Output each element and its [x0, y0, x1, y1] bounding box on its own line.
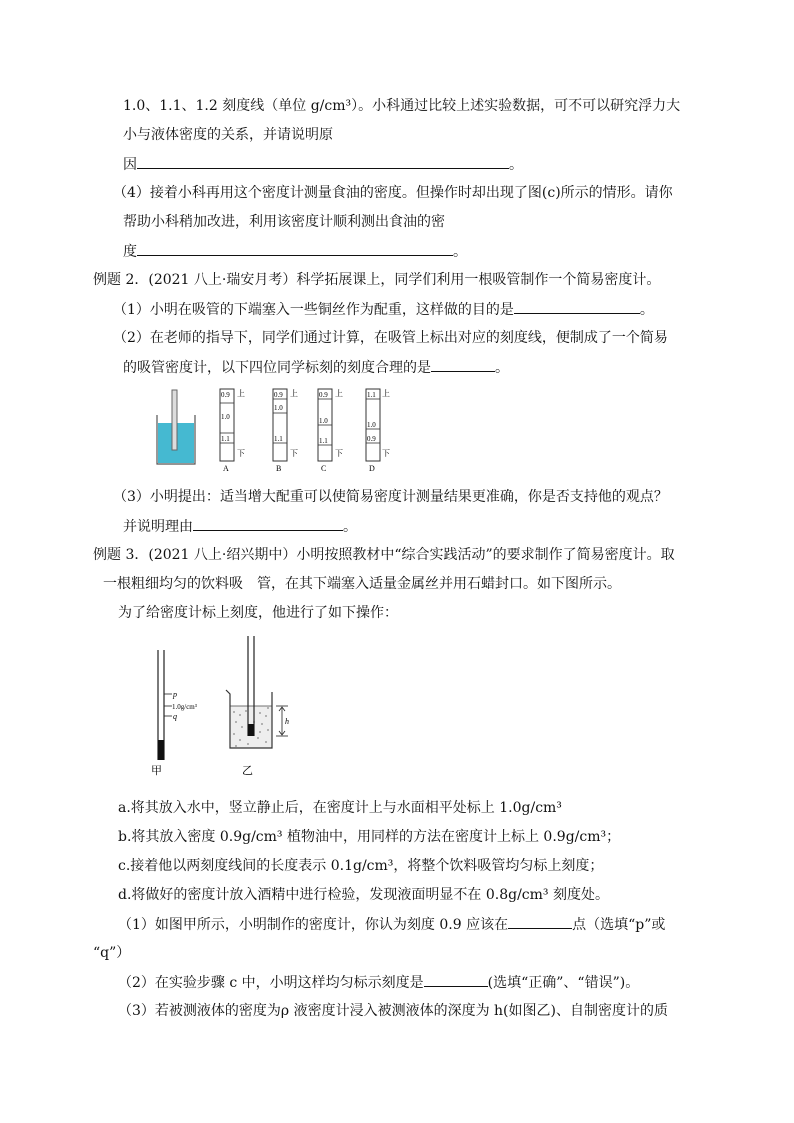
- ex2-part3-text: 并说明理由: [123, 519, 193, 535]
- ex3-step-d: d.将做好的密度计放入酒精中进行检验，发现液面明显不在 0.8g/cm³ 刻度处。: [118, 887, 609, 903]
- option-b-down: 下: [290, 449, 298, 458]
- answer-blank[interactable]: [137, 241, 453, 256]
- answer-blank[interactable]: [137, 154, 509, 169]
- q1-cont-line3-prefix: 因: [123, 157, 137, 173]
- ex3-step-b: b.将其放入密度 0.9g/cm³ 植物油中，用同样的方法在密度计上标上 0.9g/cm³；: [118, 829, 621, 845]
- option-c-down: 下: [335, 449, 343, 458]
- option-a-up: 上: [237, 389, 245, 398]
- ex2-part2-line1: （2）在老师的指导下，同学们通过计算，在吸管上标出对应的刻度线，便制成了一个简易: [113, 330, 668, 346]
- ex3-part1-line2: “q”）: [93, 945, 131, 961]
- straw-option-c: [318, 388, 343, 473]
- figure-yi-h: h: [285, 717, 289, 726]
- ex3-part2: [118, 972, 639, 993]
- ex3-part1-suffix: 点（选填“p”或: [572, 917, 666, 933]
- ex3-part1-line1: [118, 914, 665, 935]
- q1-part4-line1: （4）接着小科再用这个密度计测量食油的密度。但操作时却出现了图(c)所示的情形。请你: [113, 185, 673, 201]
- option-b-label: B: [276, 464, 282, 473]
- straw-option-b: [273, 388, 298, 473]
- option-d-tick-2: 1.0: [367, 421, 376, 429]
- option-a-tick-2: 1.0: [221, 413, 230, 421]
- ex2-part2-text: 的吸管密度计，以下四位同学标刻的刻度合理的是: [123, 360, 431, 376]
- figure-yi-label: 乙: [242, 765, 253, 777]
- ex2-part2-line2: [123, 357, 509, 378]
- ex2-part1-text: （1）小明在吸管的下端塞入一些铜丝作为配重，这样做的目的是: [113, 302, 514, 318]
- answer-blank[interactable]: [514, 299, 640, 314]
- answer-blank[interactable]: [431, 357, 495, 372]
- q1-part4-line3-prefix: 度: [123, 244, 137, 260]
- option-d-up: 上: [382, 389, 390, 398]
- answer-blank[interactable]: [424, 972, 488, 987]
- option-d-down: 下: [382, 449, 390, 458]
- beaker-with-straw: [157, 390, 195, 464]
- ex3-title: 例题 3．(2021 八上·绍兴期中）小明按照教材中“综合实践活动”的要求制作了简易密度计。取: [93, 547, 675, 563]
- ex3-figure: [150, 630, 300, 778]
- option-d-label: D: [369, 464, 375, 473]
- ex3-part2-suffix: (选填“正确”、“错误”)。: [487, 975, 640, 991]
- option-b-up: 上: [290, 389, 298, 398]
- option-a-tick-1: 0.9: [221, 391, 230, 399]
- answer-blank[interactable]: [508, 914, 572, 929]
- figure-jia-straw: [151, 650, 197, 777]
- figure-jia-label: 甲: [151, 765, 162, 777]
- q1-part4-line2: 帮助小科稍加改进，利用该密度计顺利测出食油的密: [123, 214, 445, 230]
- ex2-part1-suffix: 。: [639, 302, 654, 318]
- ex3-part3: （3）若被测液体的密度为ρ 液密度计浸入被测液体的深度为 h(如图乙)、自制密度计的质: [118, 1003, 668, 1019]
- q1-part4-line3-suffix: 。: [453, 244, 467, 260]
- ex2-figure: [150, 385, 390, 475]
- option-c-up: 上: [335, 389, 343, 398]
- figure-jia-p: p: [173, 690, 177, 699]
- ex2-part3-line1: （3）小明提出：适当增大配重可以使简易密度计测量结果更准确，你是否支持他的观点？: [113, 489, 668, 505]
- option-a-down: 下: [237, 449, 245, 458]
- ex2-title: 例题 2．(2021 八上·瑞安月考）科学拓展课上，同学们利用一根吸管制作一个简易密度计。: [93, 272, 661, 288]
- option-b-tick-1: 0.9: [274, 391, 283, 399]
- q1-cont-line1: 1.0、1.1、1.2 刻度线（单位 g/cm³）。小科通过比较上述实验数据，可不可以研究浮力大: [123, 98, 681, 114]
- option-d-tick-1: 1.1: [367, 391, 376, 399]
- ex3-part1-text: （1）如图甲所示，小明制作的密度计，你认为刻度 0.9 应该在: [118, 917, 509, 933]
- ex3-line2: 一根粗细均匀的饮料吸 管，在其下端塞入适量金属丝并用石蜡封口。如下图所示。: [103, 576, 621, 592]
- ex2-part3-suffix: 。: [343, 519, 357, 535]
- option-d-tick-3: 0.9: [367, 435, 376, 443]
- ex3-step-a: a.将其放入水中，竖立静止后，在密度计上与水面相平处标上 1.0g/cm³: [118, 800, 562, 816]
- figure-jia-unit: 1.0g/cm³: [172, 703, 197, 711]
- option-b-tick-2: 1.0: [274, 404, 283, 412]
- figure-yi-beaker: [226, 636, 289, 777]
- q1-cont-line2: 小与液体密度的关系，并请说明原: [123, 127, 333, 143]
- option-c-tick-2: 1.0: [319, 417, 328, 425]
- q1-part4-line3: [123, 241, 467, 262]
- straw-option-d: [366, 388, 390, 473]
- q1-cont-line3-suffix: 。: [509, 157, 523, 173]
- option-c-label: C: [321, 464, 327, 473]
- option-a-label: A: [223, 464, 229, 473]
- option-b-tick-3: 1.1: [274, 435, 283, 443]
- ex3-part2-text: （2）在实验步骤 c 中，小明这样均匀标示刻度是: [118, 975, 424, 991]
- figure-jia-q: q: [173, 712, 177, 721]
- option-c-tick-1: 0.9: [319, 391, 328, 399]
- ex2-part1: [113, 299, 654, 320]
- option-a-tick-3: 1.1: [221, 435, 230, 443]
- answer-blank[interactable]: [193, 516, 343, 531]
- ex2-part2-suffix: 。: [495, 360, 509, 376]
- option-c-tick-3: 1.1: [319, 437, 328, 445]
- ex2-part3-line2: [123, 516, 357, 537]
- q1-cont-line3: [123, 154, 523, 175]
- ex3-step-c: c.接着他以两刻度线间的长度表示 0.1g/cm³，将整个饮料吸管均匀标上刻度；: [118, 858, 604, 874]
- straw-option-a: [220, 388, 245, 473]
- ex3-line3: 为了给密度计标上刻度，他进行了如下操作：: [118, 605, 398, 621]
